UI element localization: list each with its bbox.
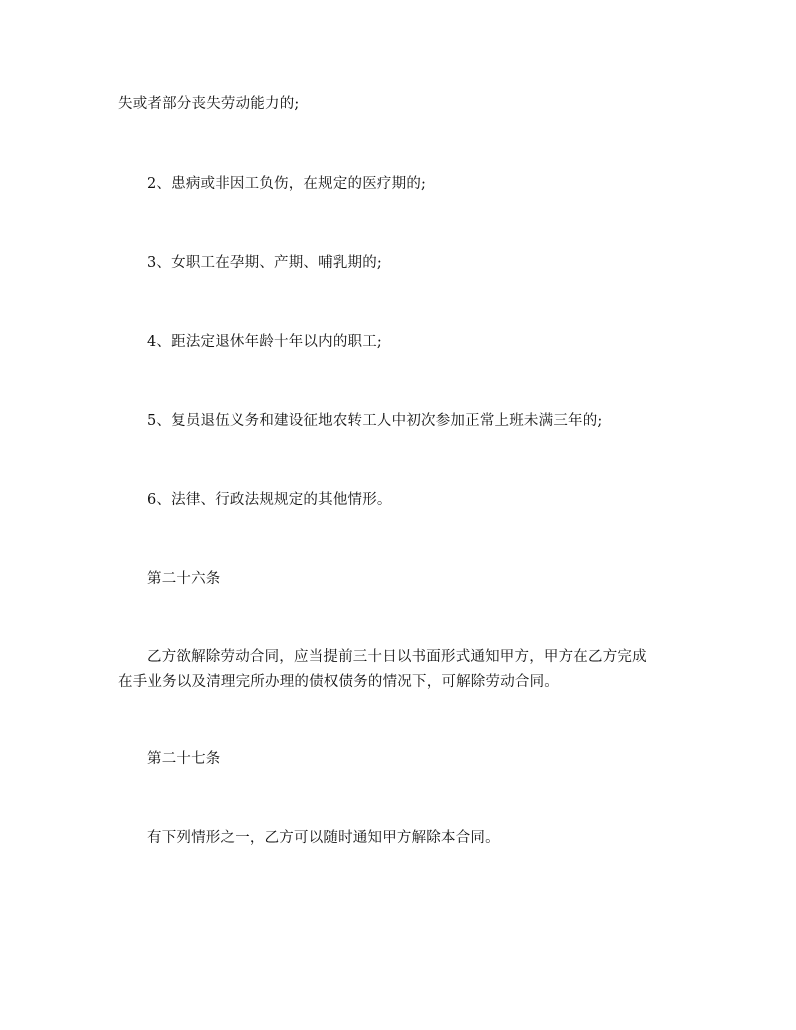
article-heading-27: 第二十七条 [147, 751, 221, 767]
paragraph-line: 乙方欲解除劳动合同，应当提前三十日以书面形式通知甲方，甲方在乙方完成 [147, 649, 647, 665]
article-heading-26: 第二十六条 [147, 571, 221, 587]
list-item-3: 3、女职工在孕期、产期、哺乳期的; [147, 255, 383, 271]
list-item-5: 5、复员退伍义务和建设征地农转工人中初次参加正常上班未满三年的; [147, 413, 603, 429]
paragraph-line: 有下列情形之一，乙方可以随时通知甲方解除本合同。 [147, 830, 500, 846]
paragraph-line: 在手业务以及清理完所办理的债权债务的情况下，可解除劳动合同。 [118, 674, 559, 690]
list-item-2: 2、患病或非因工负伤，在规定的医疗期的; [147, 176, 427, 192]
list-item-4: 4、距法定退休年龄十年以内的职工; [147, 334, 383, 350]
text-line-continuation: 失或者部分丧失劳动能力的; [118, 96, 300, 112]
list-item-6: 6、法律、行政法规规定的其他情形。 [147, 492, 392, 508]
